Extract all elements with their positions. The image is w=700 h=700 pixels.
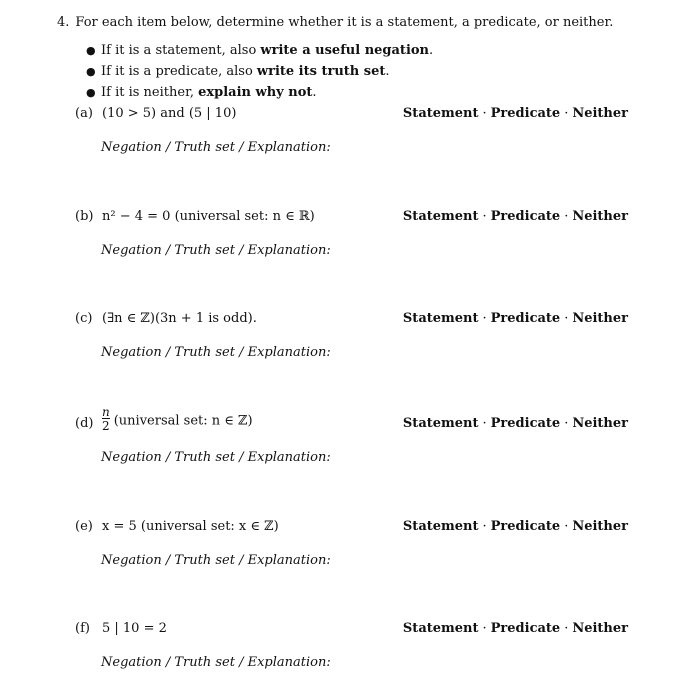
item-label: (a) — [75, 106, 93, 121]
instruction-text: If it is a predicate, also — [101, 64, 257, 79]
instruction-item — [86, 84, 433, 105]
item-row — [75, 309, 635, 331]
instruction-item — [86, 42, 433, 63]
fraction — [102, 406, 110, 432]
item-row — [75, 517, 635, 539]
item-expression: x = 5 (universal set: x ∈ ℤ) — [102, 519, 279, 534]
bullet-icon: ● — [86, 65, 96, 78]
fraction-denominator: 2 — [102, 419, 110, 433]
answer-prompt[interactable]: Negation / Truth set / Explanation: — [101, 553, 331, 568]
choice-separator: · — [564, 416, 569, 431]
choice-options — [403, 106, 628, 121]
instruction-period: . — [429, 43, 434, 58]
instruction-period: . — [312, 85, 317, 100]
item-expression: 5 | 10 = 2 — [102, 621, 167, 636]
item-expression: (∃n ∈ ℤ)(3n + 1 is odd). — [102, 311, 257, 326]
item-c — [75, 309, 635, 360]
choice-options — [403, 519, 628, 534]
choice-predicate[interactable]: Predicate — [490, 416, 561, 431]
item-label: (e) — [75, 519, 93, 534]
choice-statement[interactable]: Statement — [402, 106, 479, 121]
instruction-emphasis: write a useful negation — [260, 43, 430, 58]
choice-statement[interactable]: Statement — [402, 209, 479, 224]
instruction-item — [86, 63, 433, 84]
choice-neither[interactable]: Neither — [572, 416, 628, 431]
choice-statement[interactable]: Statement — [402, 519, 479, 534]
choice-separator: · — [482, 621, 487, 636]
item-label: (d) — [75, 416, 94, 431]
instruction-text: If it is neither, — [101, 85, 199, 100]
bullet-icon: ● — [86, 44, 96, 57]
fraction-numerator: n — [102, 405, 110, 419]
choice-separator: · — [482, 106, 487, 121]
answer-prompt[interactable]: Negation / Truth set / Explanation: — [101, 345, 331, 360]
answer-prompt[interactable]: Negation / Truth set / Explanation: — [101, 450, 331, 465]
instruction-emphasis: explain why not — [198, 85, 313, 100]
choice-neither[interactable]: Neither — [572, 209, 628, 224]
choice-separator: · — [482, 311, 487, 326]
item-expression — [102, 405, 253, 434]
question-number: 4. — [57, 15, 70, 30]
choice-separator: · — [564, 519, 569, 534]
choice-separator: · — [564, 311, 569, 326]
choice-separator: · — [482, 416, 487, 431]
item-expression-text: (universal set: n ∈ ℤ) — [113, 413, 253, 429]
item-expression: n² − 4 = 0 (universal set: n ∈ ℝ) — [102, 209, 315, 224]
choice-predicate[interactable]: Predicate — [490, 106, 561, 121]
item-d — [75, 405, 635, 465]
choice-neither[interactable]: Neither — [572, 311, 628, 326]
item-row — [75, 405, 635, 436]
choice-options — [403, 621, 628, 636]
choice-options — [403, 311, 628, 326]
question-prompt: For each item below, determine whether it is a statement, a predicate, or neither. — [75, 15, 614, 30]
choice-separator: · — [482, 519, 487, 534]
answer-prompt[interactable]: Negation / Truth set / Explanation: — [101, 243, 331, 258]
item-expression: (10 > 5) and (5 | 10) — [102, 106, 237, 121]
item-label: (f) — [75, 621, 90, 636]
choice-separator: · — [564, 209, 569, 224]
instruction-emphasis: write its truth set — [256, 64, 386, 79]
choice-separator: · — [564, 106, 569, 121]
instruction-text: If it is a statement, also — [101, 43, 261, 58]
choice-separator: · — [564, 621, 569, 636]
item-row — [75, 207, 635, 229]
bullet-icon: ● — [86, 86, 96, 99]
choice-statement[interactable]: Statement — [402, 416, 479, 431]
choice-statement[interactable]: Statement — [402, 621, 479, 636]
item-a — [75, 104, 635, 155]
instruction-period: . — [385, 64, 390, 79]
choice-predicate[interactable]: Predicate — [490, 519, 561, 534]
answer-prompt[interactable]: Negation / Truth set / Explanation: — [101, 140, 331, 155]
choice-predicate[interactable]: Predicate — [490, 621, 561, 636]
choice-separator: · — [482, 209, 487, 224]
answer-prompt[interactable]: Negation / Truth set / Explanation: — [101, 655, 331, 670]
item-b — [75, 207, 635, 258]
item-e — [75, 517, 635, 568]
item-label: (b) — [75, 209, 94, 224]
item-label: (c) — [75, 311, 93, 326]
item-row — [75, 104, 635, 126]
item-f — [75, 619, 635, 670]
choice-statement[interactable]: Statement — [402, 311, 479, 326]
choice-options — [403, 209, 628, 224]
instruction-list — [86, 42, 433, 105]
choice-neither[interactable]: Neither — [572, 519, 628, 534]
choice-predicate[interactable]: Predicate — [490, 209, 561, 224]
choice-neither[interactable]: Neither — [572, 621, 628, 636]
choice-neither[interactable]: Neither — [572, 106, 628, 121]
item-row — [75, 619, 635, 641]
choice-options — [403, 416, 628, 431]
question-header — [57, 15, 613, 30]
choice-predicate[interactable]: Predicate — [490, 311, 561, 326]
